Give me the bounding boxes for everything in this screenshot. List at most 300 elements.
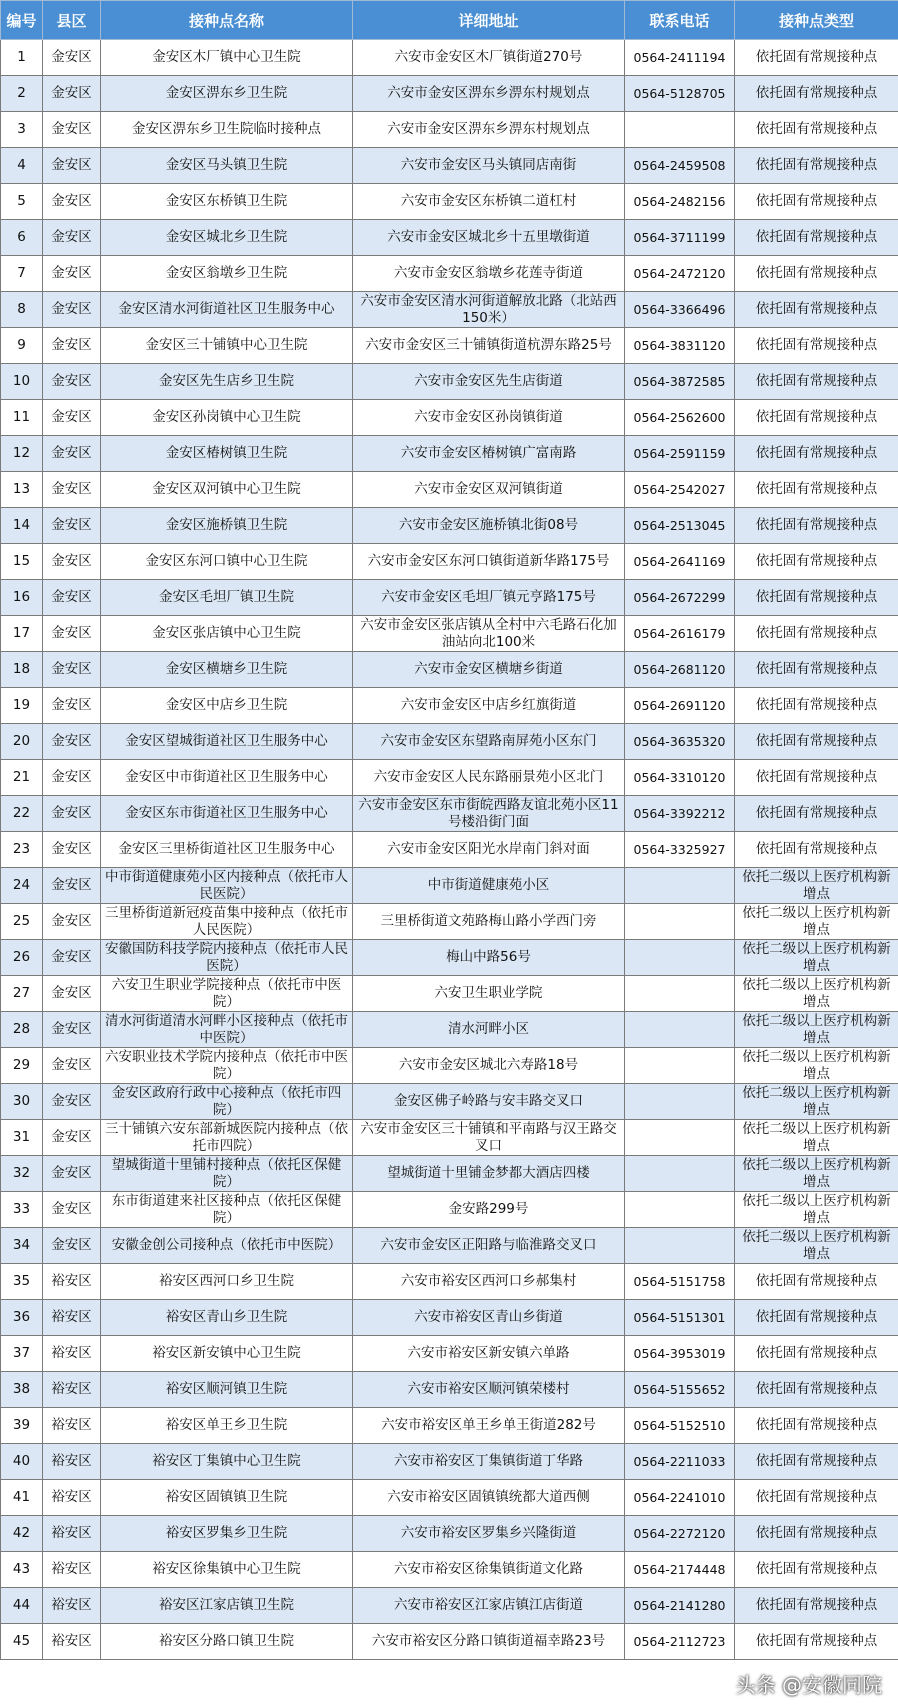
table-body [1,40,898,1660]
cell-address: 望城街道十里铺金梦都大酒店四楼 [353,1156,625,1192]
cell-phone: 0564-2482156 [625,184,735,220]
cell-site-name: 金安区三里桥街道社区卫生服务中心 [101,832,353,868]
cell-number: 13 [1,472,43,508]
cell-number: 12 [1,436,43,472]
cell-county: 金安区 [43,184,101,220]
cell-number: 14 [1,508,43,544]
header-phone: 联系电话 [625,1,735,40]
cell-number: 5 [1,184,43,220]
cell-site-type: 依托二级以上医疗机构新增点 [735,940,898,976]
cell-county: 裕安区 [43,1408,101,1444]
cell-site-name: 安徽国防科技学院内接种点（依托市人民医院） [101,940,353,976]
table-row [1,184,898,220]
cell-phone: 0564-5152510 [625,1408,735,1444]
table-row [1,616,898,652]
cell-site-name: 金安区椿树镇卫生院 [101,436,353,472]
table-row [1,1192,898,1228]
cell-site-name: 裕安区徐集镇中心卫生院 [101,1552,353,1588]
cell-site-type: 依托二级以上医疗机构新增点 [735,1156,898,1192]
cell-number: 43 [1,1552,43,1588]
cell-number: 31 [1,1120,43,1156]
table-row [1,292,898,328]
cell-county: 金安区 [43,688,101,724]
table-row [1,760,898,796]
cell-site-name: 金安区翁墩乡卫生院 [101,256,353,292]
cell-site-name: 金安区望城街道社区卫生服务中心 [101,724,353,760]
cell-county: 金安区 [43,652,101,688]
header-address: 详细地址 [353,1,625,40]
cell-phone [625,1192,735,1228]
cell-number: 6 [1,220,43,256]
cell-number: 32 [1,1156,43,1192]
cell-number: 10 [1,364,43,400]
cell-county: 金安区 [43,1156,101,1192]
cell-number: 34 [1,1228,43,1264]
cell-number: 45 [1,1624,43,1660]
cell-address: 六安市裕安区固镇镇统都大道西侧 [353,1480,625,1516]
cell-address: 六安市金安区中店乡红旗街道 [353,688,625,724]
cell-address: 六安市金安区孙岗镇街道 [353,400,625,436]
cell-number: 25 [1,904,43,940]
table-row [1,904,898,940]
table-row [1,688,898,724]
cell-site-type: 依托固有常规接种点 [735,256,898,292]
table-row [1,1552,898,1588]
cell-county: 金安区 [43,1228,101,1264]
table-row [1,1084,898,1120]
cell-number: 17 [1,616,43,652]
cell-phone [625,1084,735,1120]
cell-county: 金安区 [43,400,101,436]
cell-site-name: 金安区木厂镇中心卫生院 [101,40,353,76]
cell-site-type: 依托固有常规接种点 [735,1300,898,1336]
cell-phone [625,1048,735,1084]
cell-site-name: 金安区城北乡卫生院 [101,220,353,256]
cell-site-type: 依托固有常规接种点 [735,292,898,328]
header-number: 编号 [1,1,43,40]
cell-address: 六安市裕安区罗集乡兴隆街道 [353,1516,625,1552]
cell-phone: 0564-3325927 [625,832,735,868]
cell-site-name: 裕安区罗集乡卫生院 [101,1516,353,1552]
cell-number: 4 [1,148,43,184]
cell-address: 中市街道健康苑小区 [353,868,625,904]
cell-county: 裕安区 [43,1552,101,1588]
cell-site-type: 依托固有常规接种点 [735,436,898,472]
cell-number: 38 [1,1372,43,1408]
header-site-name: 接种点名称 [101,1,353,40]
cell-site-type: 依托固有常规接种点 [735,652,898,688]
cell-address: 六安市金安区阳光水岸南门斜对面 [353,832,625,868]
cell-address: 六安市金安区人民东路丽景苑小区北门 [353,760,625,796]
table-row [1,220,898,256]
table-row [1,1228,898,1264]
cell-county: 金安区 [43,508,101,544]
cell-county: 裕安区 [43,1624,101,1660]
cell-site-type: 依托固有常规接种点 [735,796,898,832]
cell-number: 15 [1,544,43,580]
cell-site-type: 依托固有常规接种点 [735,832,898,868]
cell-county: 裕安区 [43,1480,101,1516]
cell-number: 2 [1,76,43,112]
cell-site-name: 安徽金创公司接种点（依托市中医院） [101,1228,353,1264]
cell-site-name: 裕安区丁集镇中心卫生院 [101,1444,353,1480]
cell-phone: 0564-3953019 [625,1336,735,1372]
cell-number: 18 [1,652,43,688]
cell-phone: 0564-2641169 [625,544,735,580]
cell-site-type: 依托固有常规接种点 [735,544,898,580]
table-row [1,112,898,148]
cell-site-type: 依托固有常规接种点 [735,472,898,508]
table-row [1,1588,898,1624]
cell-site-name: 六安卫生职业学院接种点（依托市中医院） [101,976,353,1012]
cell-phone [625,904,735,940]
cell-number: 19 [1,688,43,724]
table-row [1,832,898,868]
cell-site-type: 依托固有常规接种点 [735,760,898,796]
cell-phone: 0564-2691120 [625,688,735,724]
cell-address: 六安市金安区毛坦厂镇元亨路175号 [353,580,625,616]
cell-address: 六安市金安区先生店街道 [353,364,625,400]
cell-county: 金安区 [43,1048,101,1084]
cell-site-name: 金安区毛坦厂镇卫生院 [101,580,353,616]
cell-site-name: 金安区中市街道社区卫生服务中心 [101,760,353,796]
cell-county: 金安区 [43,148,101,184]
cell-phone [625,976,735,1012]
cell-address: 六安市裕安区分路口镇街道福幸路23号 [353,1624,625,1660]
cell-number: 16 [1,580,43,616]
cell-county: 金安区 [43,112,101,148]
table-row [1,1372,898,1408]
cell-site-type: 依托固有常规接种点 [735,616,898,652]
cell-county: 金安区 [43,1012,101,1048]
table-row [1,1516,898,1552]
table-row [1,436,898,472]
cell-address: 金安路299号 [353,1192,625,1228]
cell-county: 裕安区 [43,1372,101,1408]
cell-address: 六安市金安区双河镇街道 [353,472,625,508]
cell-county: 裕安区 [43,1264,101,1300]
table-row [1,76,898,112]
cell-county: 金安区 [43,868,101,904]
cell-site-type: 依托固有常规接种点 [735,1444,898,1480]
cell-address: 六安市金安区张店镇从全村中六毛路石化加油站向北100米 [353,616,625,652]
cell-county: 金安区 [43,256,101,292]
cell-site-name: 三里桥街道新冠疫苗集中接种点（依托市人民医院） [101,904,353,940]
cell-phone [625,868,735,904]
cell-phone: 0564-5155652 [625,1372,735,1408]
cell-address: 六安市裕安区西河口乡郝集村 [353,1264,625,1300]
cell-address: 六安市金安区城北六寿路18号 [353,1048,625,1084]
cell-address: 六安市金安区翁墩乡花莲寺街道 [353,256,625,292]
cell-site-name: 金安区政府行政中心接种点（依托市四院） [101,1084,353,1120]
cell-address: 三里桥街道文苑路梅山路小学西门旁 [353,904,625,940]
table-row [1,256,898,292]
cell-site-name: 裕安区分路口镇卫生院 [101,1624,353,1660]
table-row [1,40,898,76]
cell-site-type: 依托二级以上医疗机构新增点 [735,868,898,904]
cell-phone: 0564-5151758 [625,1264,735,1300]
cell-site-name: 裕安区西河口乡卫生院 [101,1264,353,1300]
cell-number: 9 [1,328,43,364]
cell-site-type: 依托二级以上医疗机构新增点 [735,1228,898,1264]
cell-site-type: 依托固有常规接种点 [735,1516,898,1552]
cell-county: 裕安区 [43,1588,101,1624]
cell-number: 39 [1,1408,43,1444]
cell-number: 23 [1,832,43,868]
cell-site-type: 依托固有常规接种点 [735,76,898,112]
cell-site-type: 依托固有常规接种点 [735,1408,898,1444]
cell-site-type: 依托固有常规接种点 [735,220,898,256]
table-row [1,364,898,400]
cell-county: 金安区 [43,1120,101,1156]
cell-county: 金安区 [43,724,101,760]
cell-site-type: 依托固有常规接种点 [735,40,898,76]
cell-site-name: 裕安区固镇镇卫生院 [101,1480,353,1516]
cell-address: 六安市金安区施桥镇北街08号 [353,508,625,544]
cell-address: 六安市金安区淠东乡淠东村规划点 [353,112,625,148]
cell-phone: 0564-2672299 [625,580,735,616]
cell-address: 六安市金安区东河口镇街道新华路175号 [353,544,625,580]
cell-site-name: 金安区马头镇卫生院 [101,148,353,184]
cell-site-name: 金安区中店乡卫生院 [101,688,353,724]
cell-address: 六安市裕安区新安镇六单路 [353,1336,625,1372]
cell-site-type: 依托固有常规接种点 [735,112,898,148]
cell-site-type: 依托固有常规接种点 [735,580,898,616]
cell-phone: 0564-2112723 [625,1624,735,1660]
cell-phone [625,1012,735,1048]
cell-number: 42 [1,1516,43,1552]
cell-number: 7 [1,256,43,292]
table-header-row [1,1,898,40]
cell-site-type: 依托二级以上医疗机构新增点 [735,976,898,1012]
cell-site-type: 依托固有常规接种点 [735,184,898,220]
cell-site-name: 金安区清水河街道社区卫生服务中心 [101,292,353,328]
cell-site-type: 依托二级以上医疗机构新增点 [735,904,898,940]
cell-county: 裕安区 [43,1300,101,1336]
cell-address: 六安市金安区椿树镇广富南路 [353,436,625,472]
watermark: 头条 @安徽同院 [735,1673,882,1697]
cell-site-name: 金安区淠东乡卫生院临时接种点 [101,112,353,148]
cell-phone: 0564-2562600 [625,400,735,436]
table-row [1,940,898,976]
cell-number: 37 [1,1336,43,1372]
cell-site-type: 依托固有常规接种点 [735,1480,898,1516]
cell-site-name: 中市街道健康苑小区内接种点（依托市人民医院） [101,868,353,904]
cell-phone: 0564-3310120 [625,760,735,796]
cell-site-name: 金安区淠东乡卫生院 [101,76,353,112]
cell-phone: 0564-2472120 [625,256,735,292]
cell-county: 裕安区 [43,1444,101,1480]
cell-county: 金安区 [43,220,101,256]
cell-site-name: 裕安区江家店镇卫生院 [101,1588,353,1624]
table-row [1,400,898,436]
cell-county: 裕安区 [43,1516,101,1552]
cell-county: 金安区 [43,616,101,652]
cell-site-name: 三十铺镇六安东部新城医院内接种点（依托市四院） [101,1120,353,1156]
cell-site-type: 依托二级以上医疗机构新增点 [735,1192,898,1228]
cell-site-name: 金安区先生店乡卫生院 [101,364,353,400]
cell-phone: 0564-2411194 [625,40,735,76]
table-row [1,796,898,832]
cell-phone [625,1120,735,1156]
cell-number: 40 [1,1444,43,1480]
cell-county: 金安区 [43,760,101,796]
table-row [1,1444,898,1480]
cell-site-type: 依托固有常规接种点 [735,688,898,724]
cell-site-type: 依托二级以上医疗机构新增点 [735,1120,898,1156]
cell-site-name: 金安区东河口镇中心卫生院 [101,544,353,580]
cell-number: 30 [1,1084,43,1120]
cell-site-type: 依托固有常规接种点 [735,1588,898,1624]
cell-number: 8 [1,292,43,328]
cell-address: 金安区佛子岭路与安丰路交叉口 [353,1084,625,1120]
cell-number: 33 [1,1192,43,1228]
cell-site-name: 金安区孙岗镇中心卫生院 [101,400,353,436]
cell-phone: 0564-2211033 [625,1444,735,1480]
cell-phone: 0564-2272120 [625,1516,735,1552]
table-row [1,1300,898,1336]
cell-address: 梅山中路56号 [353,940,625,976]
cell-site-type: 依托二级以上医疗机构新增点 [735,1084,898,1120]
cell-phone: 0564-5151301 [625,1300,735,1336]
cell-address: 六安市裕安区徐集镇街道文化路 [353,1552,625,1588]
cell-county: 金安区 [43,1084,101,1120]
cell-site-type: 依托二级以上医疗机构新增点 [735,1012,898,1048]
table-row [1,1012,898,1048]
cell-site-type: 依托固有常规接种点 [735,1264,898,1300]
table-row [1,868,898,904]
cell-number: 41 [1,1480,43,1516]
cell-county: 金安区 [43,940,101,976]
table-row [1,652,898,688]
cell-phone [625,1156,735,1192]
cell-site-type: 依托二级以上医疗机构新增点 [735,1048,898,1084]
cell-site-type: 依托固有常规接种点 [735,1552,898,1588]
cell-site-name: 裕安区顺河镇卫生院 [101,1372,353,1408]
cell-site-type: 依托固有常规接种点 [735,508,898,544]
cell-site-name: 清水河街道清水河畔小区接种点（依托市中医院） [101,1012,353,1048]
cell-county: 裕安区 [43,1336,101,1372]
table-row [1,472,898,508]
cell-county: 金安区 [43,544,101,580]
table-row [1,148,898,184]
cell-number: 29 [1,1048,43,1084]
cell-county: 金安区 [43,40,101,76]
table-row [1,1336,898,1372]
cell-address: 六安市金安区清水河街道解放北路（北站西150米） [353,292,625,328]
cell-phone: 0564-2241010 [625,1480,735,1516]
cell-phone: 0564-3872585 [625,364,735,400]
cell-phone: 0564-2174448 [625,1552,735,1588]
table-row [1,1480,898,1516]
table-row [1,1048,898,1084]
cell-number: 3 [1,112,43,148]
cell-county: 金安区 [43,976,101,1012]
cell-site-name: 六安职业技术学院内接种点（依托市中医院） [101,1048,353,1084]
cell-phone: 0564-3711199 [625,220,735,256]
cell-phone: 0564-3635320 [625,724,735,760]
cell-number: 21 [1,760,43,796]
cell-county: 金安区 [43,292,101,328]
table-row [1,976,898,1012]
cell-address: 六安市裕安区青山乡街道 [353,1300,625,1336]
cell-site-type: 依托固有常规接种点 [735,364,898,400]
cell-site-type: 依托固有常规接种点 [735,148,898,184]
cell-phone: 0564-3392212 [625,796,735,832]
cell-county: 金安区 [43,472,101,508]
cell-county: 金安区 [43,580,101,616]
cell-site-name: 金安区施桥镇卫生院 [101,508,353,544]
cell-phone: 0564-3831120 [625,328,735,364]
cell-site-name: 金安区双河镇中心卫生院 [101,472,353,508]
cell-phone [625,112,735,148]
cell-site-name: 裕安区单王乡卫生院 [101,1408,353,1444]
cell-phone: 0564-2459508 [625,148,735,184]
cell-phone [625,940,735,976]
cell-county: 金安区 [43,328,101,364]
cell-phone: 0564-2542027 [625,472,735,508]
cell-address: 六安市裕安区丁集镇街道丁华路 [353,1444,625,1480]
cell-address: 六安市金安区东市街皖西路友谊北苑小区11号楼沿街门面 [353,796,625,832]
cell-address: 六安卫生职业学院 [353,976,625,1012]
cell-site-name: 裕安区新安镇中心卫生院 [101,1336,353,1372]
table-row [1,580,898,616]
cell-address: 清水河畔小区 [353,1012,625,1048]
cell-site-name: 望城街道十里铺村接种点（依托区保健院） [101,1156,353,1192]
cell-county: 金安区 [43,796,101,832]
cell-phone: 0564-2141280 [625,1588,735,1624]
header-county: 县区 [43,1,101,40]
cell-site-name: 裕安区青山乡卫生院 [101,1300,353,1336]
cell-phone: 0564-2616179 [625,616,735,652]
cell-address: 六安市金安区东望路南屏苑小区东门 [353,724,625,760]
cell-number: 22 [1,796,43,832]
table-row [1,328,898,364]
table-row [1,544,898,580]
cell-site-name: 金安区横塘乡卫生院 [101,652,353,688]
cell-county: 金安区 [43,832,101,868]
cell-county: 金安区 [43,1192,101,1228]
cell-number: 35 [1,1264,43,1300]
cell-phone: 0564-5128705 [625,76,735,112]
table-row [1,508,898,544]
cell-number: 11 [1,400,43,436]
cell-phone: 0564-2513045 [625,508,735,544]
cell-number: 27 [1,976,43,1012]
cell-address: 六安市金安区三十铺镇和平南路与汉王路交叉口 [353,1120,625,1156]
cell-address: 六安市金安区淠东乡淠东村规划点 [353,76,625,112]
table-row [1,1408,898,1444]
cell-site-name: 金安区三十铺镇中心卫生院 [101,328,353,364]
cell-phone: 0564-2681120 [625,652,735,688]
cell-address: 六安市金安区城北乡十五里墩街道 [353,220,625,256]
cell-address: 六安市金安区正阳路与临淮路交叉口 [353,1228,625,1264]
cell-county: 金安区 [43,436,101,472]
cell-address: 六安市金安区三十铺镇街道杭淠东路25号 [353,328,625,364]
cell-address: 六安市金安区马头镇同店南街 [353,148,625,184]
table-row [1,1120,898,1156]
cell-number: 24 [1,868,43,904]
cell-number: 26 [1,940,43,976]
cell-number: 36 [1,1300,43,1336]
cell-address: 六安市裕安区单王乡单王街道282号 [353,1408,625,1444]
cell-address: 六安市金安区东桥镇二道杠村 [353,184,625,220]
cell-number: 20 [1,724,43,760]
table-row [1,1156,898,1192]
header-site-type: 接种点类型 [735,1,898,40]
cell-address: 六安市金安区木厂镇街道270号 [353,40,625,76]
cell-site-type: 依托固有常规接种点 [735,1624,898,1660]
